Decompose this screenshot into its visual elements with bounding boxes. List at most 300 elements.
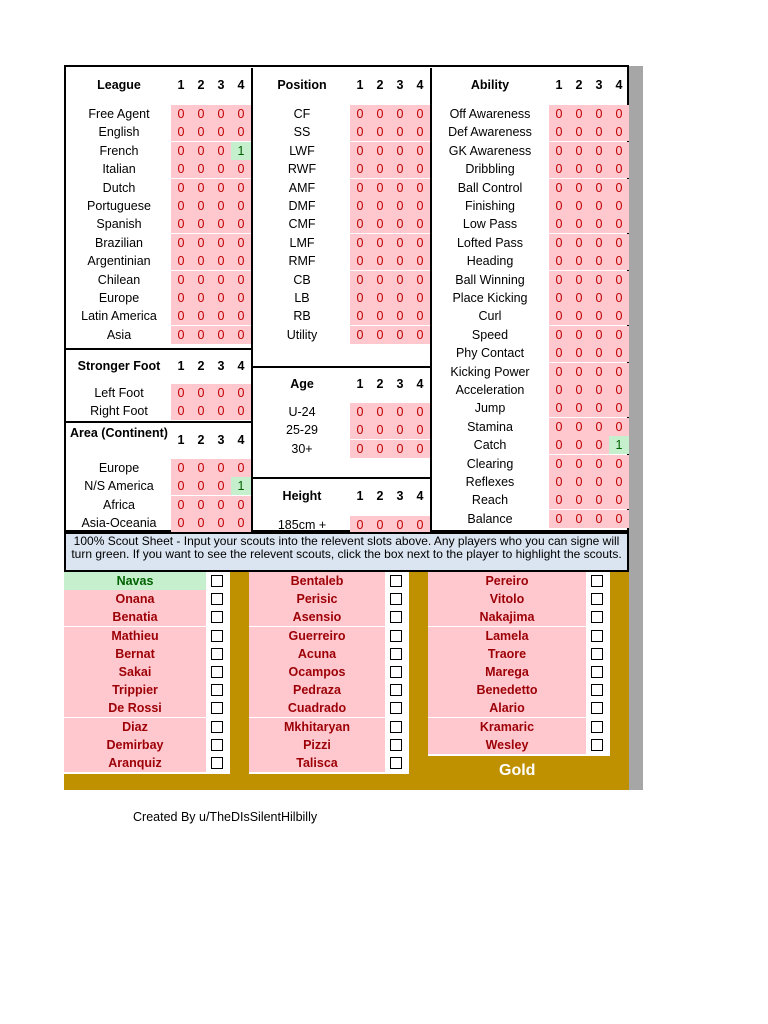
ability-scout-cell[interactable]: 0: [589, 271, 609, 289]
age-scout-cell[interactable]: 0: [350, 403, 370, 421]
ability-scout-cell[interactable]: 0: [609, 455, 629, 473]
position-scout-cell[interactable]: 0: [370, 326, 390, 344]
league-scout-cell[interactable]: 0: [231, 307, 251, 325]
league-scout-cell[interactable]: 0: [211, 123, 231, 141]
player-checkbox[interactable]: [591, 575, 603, 587]
league-scout-cell[interactable]: 0: [231, 179, 251, 197]
player-checkbox[interactable]: [211, 721, 223, 733]
league-scout-cell[interactable]: 1: [231, 142, 251, 160]
age-scout-cell[interactable]: 0: [370, 403, 390, 421]
height-scout-cell[interactable]: 0: [390, 516, 410, 534]
ability-scout-cell[interactable]: 0: [549, 418, 569, 436]
position-scout-cell[interactable]: 0: [410, 179, 430, 197]
position-scout-cell[interactable]: 0: [370, 197, 390, 215]
position-scout-cell[interactable]: 0: [390, 307, 410, 325]
area-scout-cell[interactable]: 0: [191, 477, 211, 495]
ability-scout-cell[interactable]: 0: [589, 363, 609, 381]
area-scout-cell[interactable]: 0: [211, 459, 231, 477]
player-checkbox[interactable]: [390, 648, 402, 660]
ability-scout-cell[interactable]: 0: [609, 105, 629, 123]
position-scout-cell[interactable]: 0: [370, 289, 390, 307]
position-scout-cell[interactable]: 0: [390, 142, 410, 160]
ability-scout-cell[interactable]: 0: [549, 197, 569, 215]
area-scout-cell[interactable]: 0: [171, 477, 191, 495]
player-checkbox[interactable]: [390, 611, 402, 623]
ability-scout-cell[interactable]: 0: [569, 307, 589, 325]
area-scout-cell[interactable]: 0: [211, 477, 231, 495]
area-scout-cell[interactable]: 0: [231, 514, 251, 532]
ability-scout-cell[interactable]: 0: [609, 510, 629, 528]
league-scout-cell[interactable]: 0: [231, 105, 251, 123]
ability-row-label: Speed: [471, 327, 509, 342]
league-scout-cell[interactable]: 0: [231, 197, 251, 215]
position-scout-cell[interactable]: 0: [350, 160, 370, 178]
ability-scout-cell[interactable]: 0: [609, 215, 629, 233]
player-name: De Rossi: [64, 699, 206, 717]
ability-scout-cell[interactable]: 0: [549, 160, 569, 178]
ability-scout-cell[interactable]: 0: [549, 105, 569, 123]
position-scout-cell[interactable]: 0: [350, 326, 370, 344]
ability-scout-cell[interactable]: 0: [569, 179, 589, 197]
ability-scout-cell[interactable]: 0: [589, 123, 609, 141]
ability-scout-cell[interactable]: 0: [569, 105, 589, 123]
player-checkbox[interactable]: [390, 630, 402, 642]
ability-scout-cell[interactable]: 0: [549, 252, 569, 270]
position-scout-cell[interactable]: 0: [410, 234, 430, 252]
foot-scout-cell[interactable]: 0: [191, 402, 211, 420]
player-checkbox[interactable]: [591, 702, 603, 714]
position-scout-cell[interactable]: 0: [410, 123, 430, 141]
league-scout-cell[interactable]: 0: [171, 123, 191, 141]
age-scout-cell[interactable]: 0: [410, 403, 430, 421]
league-row-label: Argentinian: [87, 254, 151, 269]
league-row-label: Italian: [102, 162, 136, 177]
league-scout-cell[interactable]: 0: [231, 215, 251, 233]
ability-scout-cell[interactable]: 0: [609, 326, 629, 344]
player-checkbox[interactable]: [591, 648, 603, 660]
ability-scout-cell[interactable]: 0: [549, 307, 569, 325]
league-scout-cell[interactable]: 0: [171, 179, 191, 197]
area-scout-cell[interactable]: 0: [171, 496, 191, 514]
ability-scout-cell[interactable]: 0: [609, 381, 629, 399]
league-scout-cell[interactable]: 0: [191, 289, 211, 307]
league-scout-cell[interactable]: 0: [231, 326, 251, 344]
league-scout-cell[interactable]: 0: [211, 289, 231, 307]
area-scout-cell[interactable]: 0: [191, 496, 211, 514]
league-scout-cell[interactable]: 0: [191, 326, 211, 344]
player-checkbox[interactable]: [591, 684, 603, 696]
league-scout-cell[interactable]: 0: [211, 252, 231, 270]
ability-scout-cell[interactable]: 0: [609, 473, 629, 491]
position-scout-cell[interactable]: 0: [370, 123, 390, 141]
age-scout-cell[interactable]: 0: [390, 403, 410, 421]
height-scout-cell[interactable]: 0: [410, 516, 430, 534]
position-scout-cell[interactable]: 0: [410, 142, 430, 160]
player-checkbox[interactable]: [591, 721, 603, 733]
ability-scout-cell[interactable]: 0: [589, 399, 609, 417]
age-scout-cell[interactable]: 0: [350, 421, 370, 439]
league-scout-cell[interactable]: 0: [171, 105, 191, 123]
ability-scout-cell[interactable]: 0: [589, 473, 609, 491]
position-scout-cell[interactable]: 0: [390, 234, 410, 252]
player-checkbox[interactable]: [211, 630, 223, 642]
height-scout-cell[interactable]: 0: [370, 516, 390, 534]
position-row-label: LWF: [289, 143, 315, 158]
ability-scout-cell[interactable]: 0: [569, 436, 589, 454]
position-scout-cell[interactable]: 0: [410, 160, 430, 178]
league-scout-cell[interactable]: 0: [231, 271, 251, 289]
league-scout-cell[interactable]: 0: [171, 142, 191, 160]
ability-scout-cell[interactable]: 0: [549, 399, 569, 417]
league-scout-cell[interactable]: 0: [191, 197, 211, 215]
foot-scout-cell[interactable]: 0: [191, 384, 211, 402]
ability-scout-cell[interactable]: 0: [569, 381, 589, 399]
ability-scout-cell[interactable]: 0: [609, 252, 629, 270]
league-scout-cell[interactable]: 0: [231, 160, 251, 178]
ability-scout-cell[interactable]: 0: [549, 363, 569, 381]
player-name: Cuadrado: [249, 699, 385, 717]
player-checkbox[interactable]: [211, 666, 223, 678]
position-scout-cell[interactable]: 0: [390, 105, 410, 123]
area-scout-cell[interactable]: 0: [231, 496, 251, 514]
foot-scout-cell[interactable]: 0: [171, 384, 191, 402]
position-row-label: LB: [294, 291, 310, 305]
position-scout-cell[interactable]: 0: [390, 197, 410, 215]
player-name: Wesley: [428, 736, 586, 754]
player-name: Alario: [428, 699, 586, 717]
league-col-number: 3: [217, 78, 225, 92]
ability-scout-cell[interactable]: 0: [589, 491, 609, 509]
league-scout-cell[interactable]: 0: [211, 234, 231, 252]
ability-row-label: Finishing: [464, 199, 516, 213]
player-name: Asensio: [249, 608, 385, 626]
age-scout-cell[interactable]: 0: [370, 421, 390, 439]
ability-scout-cell[interactable]: 0: [589, 215, 609, 233]
ability-scout-cell[interactable]: 0: [569, 473, 589, 491]
foot-scout-cell[interactable]: 0: [231, 402, 251, 420]
position-scout-cell[interactable]: 0: [370, 234, 390, 252]
league-scout-cell[interactable]: 0: [171, 215, 191, 233]
player-checkbox[interactable]: [390, 666, 402, 678]
player-checkbox[interactable]: [390, 593, 402, 605]
height-scout-cell[interactable]: 0: [350, 516, 370, 534]
league-scout-cell[interactable]: 0: [191, 252, 211, 270]
ability-scout-cell[interactable]: 0: [589, 234, 609, 252]
ability-scout-cell[interactable]: 0: [609, 123, 629, 141]
position-scout-cell[interactable]: 0: [410, 271, 430, 289]
player-checkbox[interactable]: [591, 739, 603, 751]
league-scout-cell[interactable]: 0: [171, 160, 191, 178]
area-scout-cell[interactable]: 0: [171, 514, 191, 532]
ability-scout-cell[interactable]: 0: [589, 510, 609, 528]
ability-scout-cell[interactable]: 0: [569, 363, 589, 381]
foot-scout-cell[interactable]: 0: [211, 384, 231, 402]
height-col-number: 1: [356, 489, 364, 503]
position-scout-cell[interactable]: 0: [370, 215, 390, 233]
position-col-number: 2: [376, 78, 384, 92]
ability-scout-cell[interactable]: 0: [589, 197, 609, 215]
ability-scout-cell[interactable]: 0: [549, 510, 569, 528]
age-scout-cell[interactable]: 0: [390, 421, 410, 439]
position-scout-cell[interactable]: 0: [410, 105, 430, 123]
ability-scout-cell[interactable]: 0: [569, 271, 589, 289]
ability-scout-cell[interactable]: 0: [609, 399, 629, 417]
ability-scout-cell[interactable]: 0: [609, 234, 629, 252]
player-checkbox[interactable]: [591, 630, 603, 642]
league-scout-cell[interactable]: 0: [171, 289, 191, 307]
position-scout-cell[interactable]: 0: [390, 123, 410, 141]
league-scout-cell[interactable]: 0: [211, 215, 231, 233]
ability-scout-cell[interactable]: 0: [589, 252, 609, 270]
position-scout-cell[interactable]: 0: [410, 326, 430, 344]
ability-scout-cell[interactable]: 0: [589, 455, 609, 473]
ability-scout-cell[interactable]: 0: [609, 307, 629, 325]
ability-scout-cell[interactable]: 0: [589, 326, 609, 344]
ability-scout-cell[interactable]: 0: [589, 105, 609, 123]
league-scout-cell[interactable]: 0: [211, 307, 231, 325]
league-scout-cell[interactable]: 0: [231, 234, 251, 252]
league-scout-cell[interactable]: 0: [211, 179, 231, 197]
ability-scout-cell[interactable]: 0: [569, 344, 589, 362]
position-scout-cell[interactable]: 0: [410, 289, 430, 307]
position-scout-cell[interactable]: 0: [350, 307, 370, 325]
position-scout-cell[interactable]: 0: [390, 215, 410, 233]
ability-scout-cell[interactable]: 0: [609, 491, 629, 509]
ability-scout-cell[interactable]: 0: [569, 399, 589, 417]
position-scout-cell[interactable]: 0: [370, 105, 390, 123]
position-scout-cell[interactable]: 0: [350, 142, 370, 160]
league-scout-cell[interactable]: 0: [191, 105, 211, 123]
age-scout-cell[interactable]: 0: [410, 440, 430, 458]
ability-row-label: Phy Contact: [455, 346, 525, 361]
ability-scout-cell[interactable]: 0: [589, 289, 609, 307]
position-scout-cell[interactable]: 0: [370, 307, 390, 325]
player-checkbox[interactable]: [211, 611, 223, 623]
ability-scout-cell[interactable]: 0: [609, 160, 629, 178]
player-name: Trippier: [64, 681, 206, 699]
player-checkbox[interactable]: [591, 666, 603, 678]
foot-col-number: 1: [177, 359, 185, 373]
ability-scout-cell[interactable]: 0: [569, 123, 589, 141]
player-checkbox[interactable]: [211, 575, 223, 587]
position-scout-cell[interactable]: 0: [350, 123, 370, 141]
league-scout-cell[interactable]: 0: [191, 160, 211, 178]
ability-scout-cell[interactable]: 0: [549, 344, 569, 362]
ability-scout-cell[interactable]: 0: [549, 436, 569, 454]
age-scout-cell[interactable]: 0: [370, 440, 390, 458]
ability-scout-cell[interactable]: 0: [589, 307, 609, 325]
grid-line: [252, 366, 431, 368]
position-scout-cell[interactable]: 0: [410, 252, 430, 270]
height-row-label: 185cm +: [277, 518, 327, 532]
ability-scout-cell[interactable]: 0: [609, 197, 629, 215]
position-scout-cell[interactable]: 0: [410, 215, 430, 233]
height-col-number: 3: [396, 489, 404, 503]
ability-scout-cell[interactable]: 0: [549, 271, 569, 289]
player-checkbox[interactable]: [390, 702, 402, 714]
player-checkbox[interactable]: [390, 684, 402, 696]
league-scout-cell[interactable]: 0: [191, 215, 211, 233]
ability-scout-cell[interactable]: 0: [569, 215, 589, 233]
league-scout-cell[interactable]: 0: [211, 326, 231, 344]
area-scout-cell[interactable]: 1: [231, 477, 251, 495]
ability-scout-cell[interactable]: 1: [609, 436, 629, 454]
ability-scout-cell[interactable]: 0: [549, 215, 569, 233]
league-scout-cell[interactable]: 0: [171, 326, 191, 344]
position-scout-cell[interactable]: 0: [350, 234, 370, 252]
league-row-label: Spanish: [96, 217, 142, 232]
player-checkbox[interactable]: [211, 684, 223, 696]
ability-scout-cell[interactable]: 0: [569, 234, 589, 252]
ability-scout-cell[interactable]: 0: [609, 271, 629, 289]
area-scout-cell[interactable]: 0: [211, 496, 231, 514]
ability-scout-cell[interactable]: 0: [549, 381, 569, 399]
league-scout-cell[interactable]: 0: [171, 197, 191, 215]
league-scout-cell[interactable]: 0: [211, 142, 231, 160]
ability-scout-cell[interactable]: 0: [569, 160, 589, 178]
player-checkbox[interactable]: [211, 593, 223, 605]
position-scout-cell[interactable]: 0: [350, 179, 370, 197]
position-scout-cell[interactable]: 0: [350, 105, 370, 123]
ability-scout-cell[interactable]: 0: [589, 436, 609, 454]
position-row-label: CMF: [288, 217, 316, 232]
age-scout-cell[interactable]: 0: [410, 421, 430, 439]
ability-scout-cell[interactable]: 0: [589, 418, 609, 436]
ability-scout-cell[interactable]: 0: [589, 142, 609, 160]
position-scout-cell[interactable]: 0: [350, 252, 370, 270]
ability-row-label: Low Pass: [462, 217, 518, 232]
league-scout-cell[interactable]: 0: [171, 234, 191, 252]
player-name: Pedraza: [249, 681, 385, 699]
position-scout-cell[interactable]: 0: [370, 271, 390, 289]
ability-scout-cell[interactable]: 0: [609, 179, 629, 197]
position-scout-cell[interactable]: 0: [370, 160, 390, 178]
league-scout-cell[interactable]: 0: [191, 142, 211, 160]
league-scout-cell[interactable]: 0: [231, 252, 251, 270]
position-scout-cell[interactable]: 0: [350, 197, 370, 215]
position-scout-cell[interactable]: 0: [370, 252, 390, 270]
ability-scout-cell[interactable]: 0: [549, 234, 569, 252]
position-scout-cell[interactable]: 0: [390, 160, 410, 178]
ability-scout-cell[interactable]: 0: [569, 491, 589, 509]
position-scout-cell[interactable]: 0: [390, 179, 410, 197]
foot-scout-cell[interactable]: 0: [171, 402, 191, 420]
league-scout-cell[interactable]: 0: [191, 179, 211, 197]
player-checkbox[interactable]: [211, 702, 223, 714]
position-scout-cell[interactable]: 0: [350, 215, 370, 233]
ability-scout-cell[interactable]: 0: [569, 326, 589, 344]
area-scout-cell[interactable]: 0: [171, 459, 191, 477]
ability-scout-cell[interactable]: 0: [569, 510, 589, 528]
area-scout-cell[interactable]: 0: [191, 459, 211, 477]
league-scout-cell[interactable]: 0: [171, 307, 191, 325]
league-scout-cell[interactable]: 0: [231, 289, 251, 307]
age-scout-cell[interactable]: 0: [350, 440, 370, 458]
position-scout-cell[interactable]: 0: [410, 197, 430, 215]
position-scout-cell[interactable]: 0: [390, 252, 410, 270]
position-scout-cell[interactable]: 0: [390, 271, 410, 289]
player-checkbox[interactable]: [591, 611, 603, 623]
position-scout-cell[interactable]: 0: [390, 289, 410, 307]
age-scout-cell[interactable]: 0: [390, 440, 410, 458]
ability-scout-cell[interactable]: 0: [569, 142, 589, 160]
league-scout-cell[interactable]: 0: [211, 160, 231, 178]
ability-scout-cell[interactable]: 0: [549, 123, 569, 141]
league-scout-cell[interactable]: 0: [171, 252, 191, 270]
ability-scout-cell[interactable]: 0: [549, 326, 569, 344]
ability-row-label: Ball Winning: [455, 272, 525, 287]
ability-scout-cell[interactable]: 0: [549, 491, 569, 509]
league-scout-cell[interactable]: 0: [191, 307, 211, 325]
player-checkbox[interactable]: [211, 739, 223, 751]
area-scout-cell[interactable]: 0: [211, 514, 231, 532]
ability-scout-cell[interactable]: 0: [569, 418, 589, 436]
ability-scout-cell[interactable]: 0: [569, 455, 589, 473]
ability-scout-cell[interactable]: 0: [549, 289, 569, 307]
foot-scout-cell[interactable]: 0: [231, 384, 251, 402]
league-scout-cell[interactable]: 0: [211, 271, 231, 289]
ability-scout-cell[interactable]: 0: [589, 381, 609, 399]
foot-scout-cell[interactable]: 0: [211, 402, 231, 420]
player-name: Navas: [64, 572, 206, 590]
ability-scout-cell[interactable]: 0: [569, 252, 589, 270]
player-name: Lamela: [428, 627, 586, 645]
ability-scout-cell[interactable]: 0: [589, 344, 609, 362]
player-checkbox[interactable]: [390, 739, 402, 751]
league-scout-cell[interactable]: 0: [191, 271, 211, 289]
ability-scout-cell[interactable]: 0: [609, 418, 629, 436]
ability-scout-cell[interactable]: 0: [549, 455, 569, 473]
league-scout-cell[interactable]: 0: [191, 123, 211, 141]
position-scout-cell[interactable]: 0: [410, 307, 430, 325]
league-scout-cell[interactable]: 0: [231, 123, 251, 141]
ability-scout-cell[interactable]: 0: [549, 179, 569, 197]
player-checkbox[interactable]: [390, 575, 402, 587]
position-scout-cell[interactable]: 0: [370, 142, 390, 160]
player-checkbox[interactable]: [211, 648, 223, 660]
player-checkbox[interactable]: [390, 757, 402, 769]
ability-row-label: Clearing: [466, 456, 514, 471]
ability-scout-cell[interactable]: 0: [569, 197, 589, 215]
league-scout-cell[interactable]: 0: [171, 271, 191, 289]
ability-scout-cell[interactable]: 0: [589, 179, 609, 197]
ability-scout-cell[interactable]: 0: [609, 363, 629, 381]
age-header: Age: [290, 377, 314, 391]
ability-row-label: Kicking Power: [450, 364, 530, 379]
ability-scout-cell[interactable]: 0: [609, 142, 629, 160]
ability-scout-cell[interactable]: 0: [609, 289, 629, 307]
position-scout-cell[interactable]: 0: [370, 179, 390, 197]
area-scout-cell[interactable]: 0: [191, 514, 211, 532]
players_col3-list: [428, 572, 610, 756]
player-checkbox[interactable]: [390, 721, 402, 733]
league-scout-cell[interactable]: 0: [191, 234, 211, 252]
area-scout-cell[interactable]: 0: [231, 459, 251, 477]
player-checkbox[interactable]: [591, 593, 603, 605]
player-checkbox[interactable]: [211, 757, 223, 769]
ability-row-label: Acceleration: [455, 383, 525, 397]
league-scout-cell[interactable]: 0: [211, 197, 231, 215]
league-scout-cell[interactable]: 0: [211, 105, 231, 123]
ability-scout-cell[interactable]: 0: [549, 142, 569, 160]
ability-scout-cell[interactable]: 0: [609, 344, 629, 362]
position-scout-cell[interactable]: 0: [390, 326, 410, 344]
ability-scout-cell[interactable]: 0: [569, 289, 589, 307]
position-scout-cell[interactable]: 0: [350, 271, 370, 289]
ability-scout-cell[interactable]: 0: [589, 160, 609, 178]
ability-scout-cell[interactable]: 0: [549, 473, 569, 491]
position-scout-cell[interactable]: 0: [350, 289, 370, 307]
